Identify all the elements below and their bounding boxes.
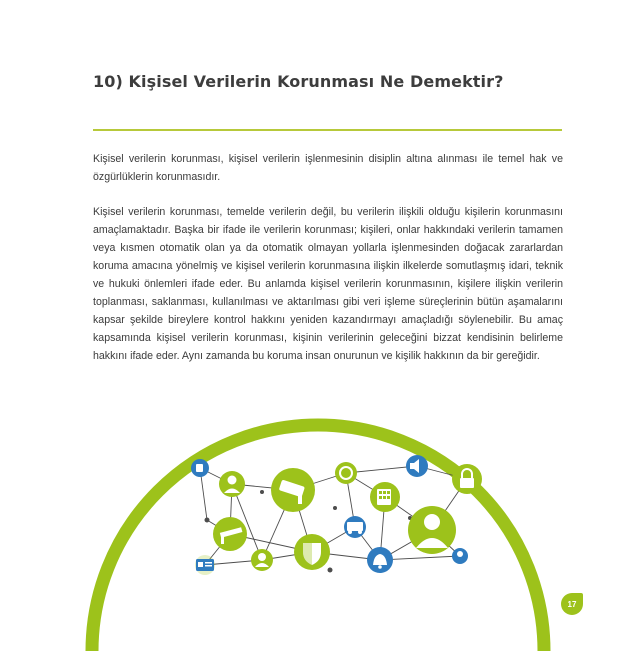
page-number-badge: 17 bbox=[561, 593, 583, 615]
id-card-icon bbox=[195, 555, 215, 575]
keypad-icon bbox=[370, 482, 400, 512]
person-icon bbox=[452, 548, 468, 564]
cctv-camera-icon bbox=[271, 468, 315, 512]
paragraph-definition: Kişisel verilerin korunması, kişisel verilerin işlenmesinin disiplin altına alınması ile temel hak ve özgürlüklerin korunmasıdır. bbox=[93, 153, 563, 183]
target-icon bbox=[335, 462, 357, 484]
person-icon bbox=[251, 549, 273, 571]
barrier-icon bbox=[213, 517, 247, 551]
paragraph-explanation: Kişisel verilerin korunması, temelde verilerin değil, bu verilerin ilişkili olduğu kişilerin korunmasını amaçlamaktadır. Başka bir ifade ile verilerin korunması; kişileri, onlar hakkındaki verilerin tamamen veya kısmen otomatik olan ya da otomatik olmayan yollarla işlenmesinden doğacak zararlardan koruma amacına yönelmiş ve kişisel verilerin korunmasına ilişkin ilkelerde somutlaşmış idari, teknik ve hukuki önlemleri ifade eder. Bu anlamda kişisel verilerin korunmasının, kişilere ilişkin verilerin toplanması, saklanması, kullanılması ve aktarılması gibi veri işleme süreçlerinin bütün aşamalarını kapsar şekilde bireylere kontrol hakkını yeniden kazandırmayı amaçladığı söylenebilir. Bu amaç kapsamında kişisel verilerin korunması, kişinin verilerinin geleceğini bizzat kendisinin belirleme hakkını ifade eder. Aynı zamanda bu koruma insan onurunun ve kişilik hakkının da bir gereğidir. bbox=[93, 206, 563, 362]
page-title: 10) Kişisel Verilerin Korunması Ne Demektir? bbox=[93, 72, 504, 91]
divider bbox=[93, 129, 562, 131]
lock-icon bbox=[452, 464, 482, 494]
shield-icon bbox=[294, 534, 330, 570]
speaker-icon bbox=[406, 455, 428, 477]
person-icon bbox=[408, 506, 456, 554]
thumbs-up-icon bbox=[191, 459, 209, 477]
ambulance-icon bbox=[344, 516, 366, 538]
bell-icon bbox=[367, 547, 393, 573]
network-illustration bbox=[0, 400, 638, 651]
person-icon bbox=[219, 471, 245, 497]
